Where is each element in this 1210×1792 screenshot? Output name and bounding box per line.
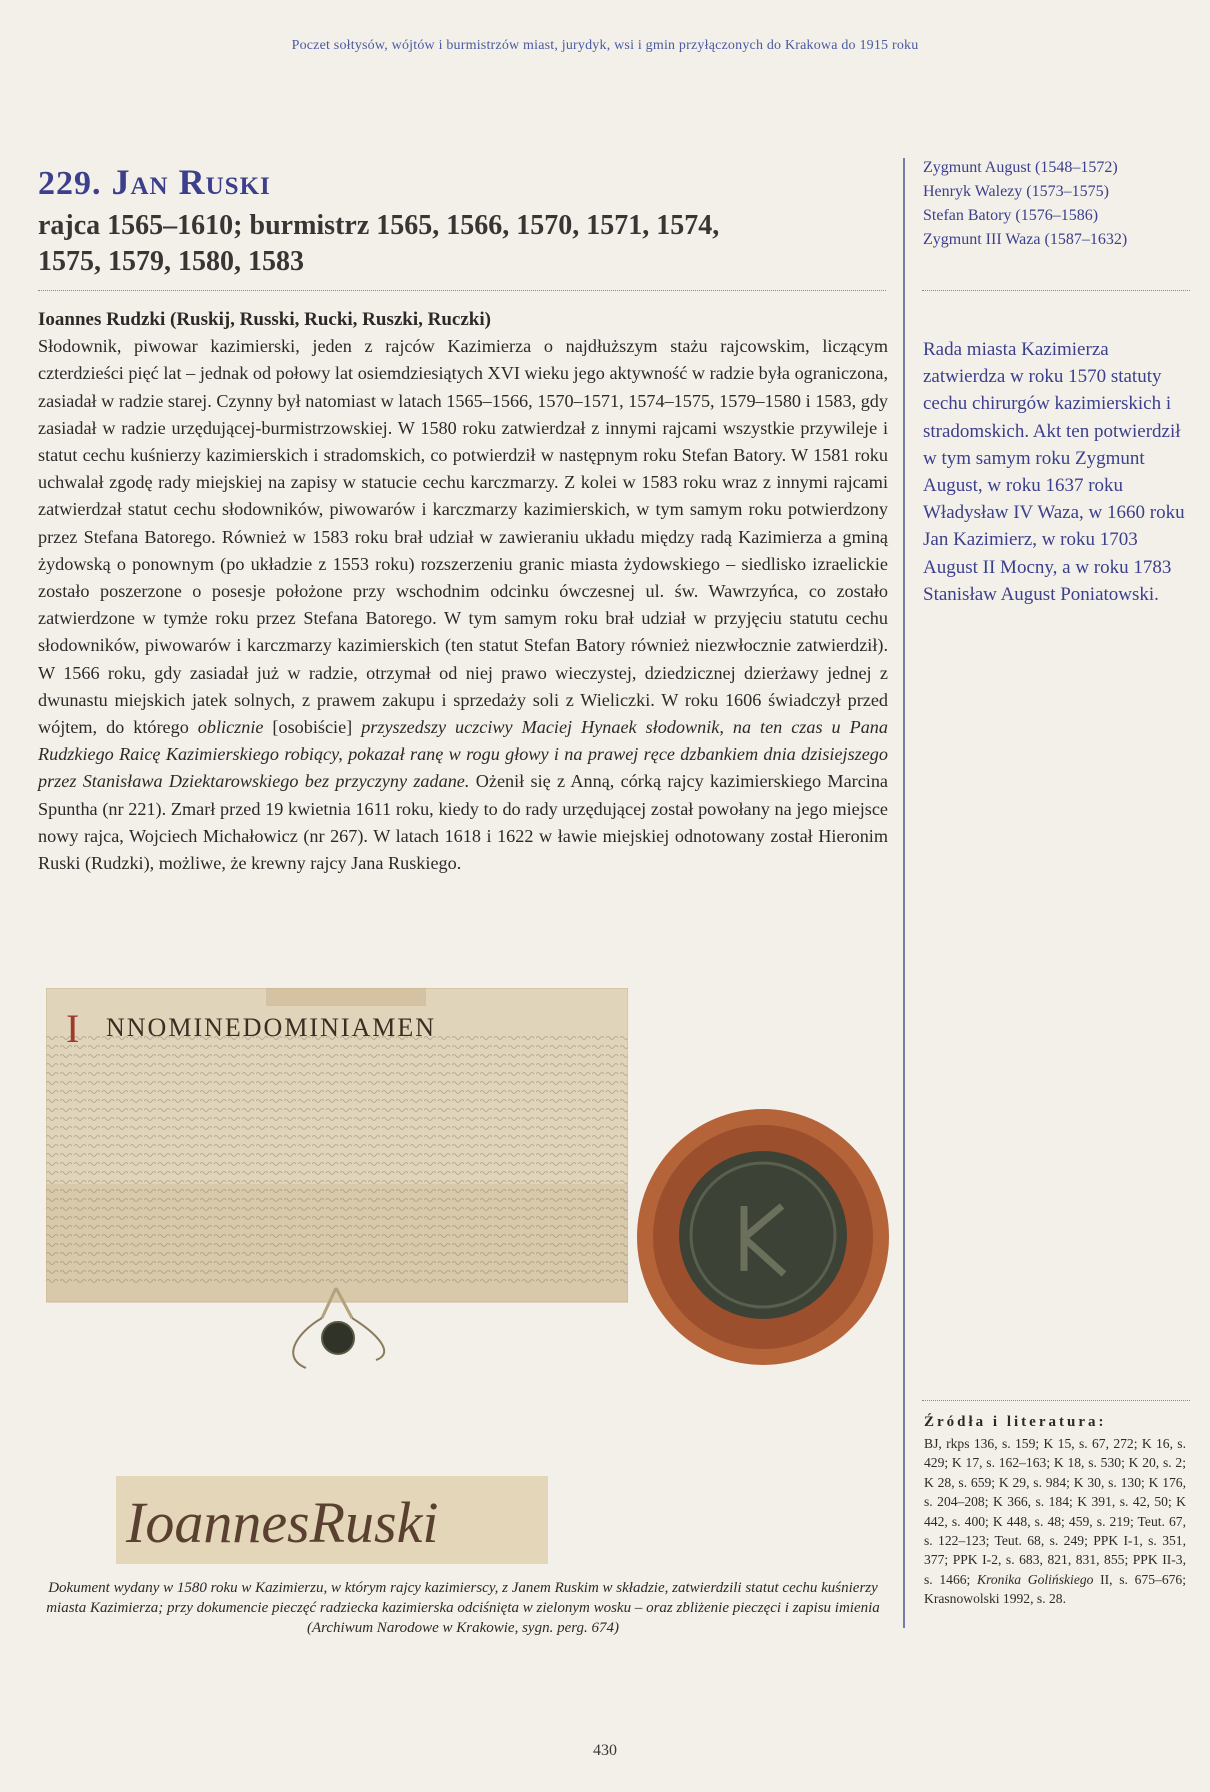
signature-text: IoannesRuski bbox=[126, 1490, 439, 1555]
sources-text bbox=[924, 1434, 1186, 1609]
entry-subtitle-line1: rajca 1565–1610; burmistrz 1565, 1566, 1570, 1571, 1574, bbox=[38, 210, 720, 241]
kings-list bbox=[923, 156, 1193, 252]
king-item: Henryk Walezy (1573–1575) bbox=[923, 183, 1109, 200]
document-heading: NNOMINEDOMINIAMEN bbox=[106, 1013, 437, 1042]
aliases: Ioannes Rudzki (Ruskij, Russki, Rucki, Ruszki, Ruczki) bbox=[38, 309, 491, 330]
signature-image bbox=[116, 1476, 548, 1564]
caption-part1: Dokument wydany w 1580 roku w Kazimierzu, w którym rajcy kazimierscy, z Janem Ruskim w składzie, zatwierdzili statut cechu kuśnierzy miasta Kazimierza; przy dokumencie pieczęć radziecka kazimierska odciśnięta w zielonym wosku – oraz zbliżenie pieczęci i zapisu imienia ( bbox=[46, 1580, 880, 1636]
entry-subtitle bbox=[38, 208, 888, 280]
page-number: 430 bbox=[593, 1742, 617, 1759]
caption-archive: Archiwum Narodowe w Krakowie bbox=[311, 1620, 515, 1636]
document-initial: I bbox=[66, 1006, 80, 1051]
figure-caption bbox=[38, 1578, 888, 1638]
biography-text bbox=[38, 306, 888, 877]
entry-header bbox=[38, 162, 888, 280]
caption-part2: , sygn. perg. 674) bbox=[514, 1620, 620, 1636]
entry-title bbox=[38, 162, 888, 204]
entry-number: 229. bbox=[38, 165, 102, 202]
entry-subtitle-line2: 1575, 1579, 1580, 1583 bbox=[38, 246, 304, 277]
header-divider bbox=[38, 290, 886, 291]
seal-image bbox=[632, 1106, 894, 1368]
running-head: Poczet sołtysów, wójtów i burmistrzów miast, jurydyk, wsi i gmin przyłączonych do Krakowa do 1915 roku bbox=[291, 38, 919, 53]
king-item: Zygmunt August (1548–1572) bbox=[923, 159, 1118, 176]
body-text-part1: Słodownik, piwowar kazimierski, jeden z rajców Kazimierza o najdłuższym stażu rajcowskim, liczącym czterdzieści pięć lat – jednak od połowy lat osiemdziesiątych XVI wieku jego aktywność w radzie była ograniczona, zasiadał w radzie starej. Czynny był natomiast w latach 1565–1566, 1570–1571, 1574–1575, 1579–1580 i 1583, gdy zasiadał w radzie urzędującej-burmistrzowskiej. W 1580 roku zatwierdzał z innymi rajcami wszystkie przywileje i statut cechu kuśnierzy kazimierskich i stradomskich, co potwierdził w następnym roku Stefan Batory. W 1581 roku uchwalał zgodę rady miejskiej na zapisy w statucie cechu karczmarzy. Z kolei w 1583 roku wraz z innymi rajcami zatwierdzał statut cechu słodowników, piwowarów i karczmarzy kazimierskich, w tym samym roku potwierdzony przez Stefana Batorego. Również w 1583 roku brał udział w zawieraniu układu między radą Kazimierza a gminą żydowską o ponownym (po układzie z 1553 roku) rozszerzeniu granic miasta żydowskiego – siedlisko izraelickie zostało poszerzone o posesje położone przy wschodnim odcinku ówczesnej ul. św. Wawrzyńca, co zostało zatwierdzone w tymże roku przez Stefana Batorego. W tym samym roku brał udział w przyjęciu statutu cechu słodowników, piwowarów i karczmarzy kazimierskich (ten statut Stefan Batory również niezwłocznie zatwierdził). W 1566 roku, gdy zasiadał już w radzie, otrzymał od niej prawo wieczystej, dziedzicznej dzierżawy jednej z dwunastu miejskich jatek solnych, z prawem zakupu i sprzedaży soli z Wieliczki. W roku 1606 świadczył przed wójtem, do którego bbox=[38, 336, 888, 738]
sources-italic: Kronika Golińskiego bbox=[977, 1571, 1094, 1587]
body-text-part3: Ożenił się z Anną, córką rajcy kazimierskiego Marcina Spuntha (nr 221). Zmarł przed 19 kwietnia 1611 roku, kiedy to do rady urzędującej został powołany na jego miejsce nowy rajca, Wojciech Michałowicz (nr 267). W latach 1618 i 1622 w ławie miejskiej odnotowany został Hieronim Ruski (Rudzki), możliwe, że krewny rajcy Jana Ruskiego. bbox=[38, 771, 888, 874]
sources-text-1: BJ, rkps 136, s. 159; K 15, s. 67, 272; K 16, s. 429; K 17, s. 162–163; K 18, s. 530; K 20, s. 2; K 28, s. 659; K 29, s. 984; K 30, s. 130; K 176, s. 204–208; K 366, s. 184; K 391, s. 42, 50; K 442, s. 400; K 448, s. 48; 459, s. 219; Teut. 67, s. 122–123; Teut. 68, s. 249; PPK I-1, s. 351, 377; PPK I-2, s. 683, 821, 831, 855; PPK II-3, s. 1466; bbox=[924, 1436, 1186, 1587]
side-note: Rada miasta Kazimierza zatwierdza w roku 1570 statuty cechu chirurgów kazimierskich i stradomskich. Akt ten potwierdził w tym samym roku Zygmunt August, w roku 1637 roku Władysław IV Waza, w 1660 roku Jan Kazimierz, w roku 1703 August II Mocny, a w roku 1783 Stanisław August Poniatowski. bbox=[923, 339, 1185, 605]
body-italic-quote: przyszedszy uczciwy Maciej Hynaek słodownik, na ten czas u Pana Rudzkiego Raicę Kazimierskiego robiący, pokazał ranę w rogu głowy i na prawej ręce dzbankiem dnia dzisiejszego przez Stanisława Dziektarowskiego bez przyczyny zadane. bbox=[38, 717, 888, 792]
column-divider bbox=[903, 158, 905, 1628]
sources-heading: Źródła i literatura: bbox=[924, 1414, 1107, 1430]
body-text-part2: [osobiście] bbox=[263, 717, 362, 738]
sources-divider bbox=[922, 1400, 1190, 1401]
entry-name: Jan Ruski bbox=[111, 162, 271, 202]
body-italic-1: oblicznie bbox=[197, 717, 264, 738]
kings-divider bbox=[922, 290, 1190, 291]
king-item: Zygmunt III Waza (1587–1632) bbox=[923, 231, 1128, 248]
king-item: Stefan Batory (1576–1586) bbox=[923, 207, 1099, 224]
sources-text-2: II, s. 675–676; Krasnowolski 1992, s. 28. bbox=[924, 1571, 1186, 1607]
document-image bbox=[46, 988, 628, 1376]
